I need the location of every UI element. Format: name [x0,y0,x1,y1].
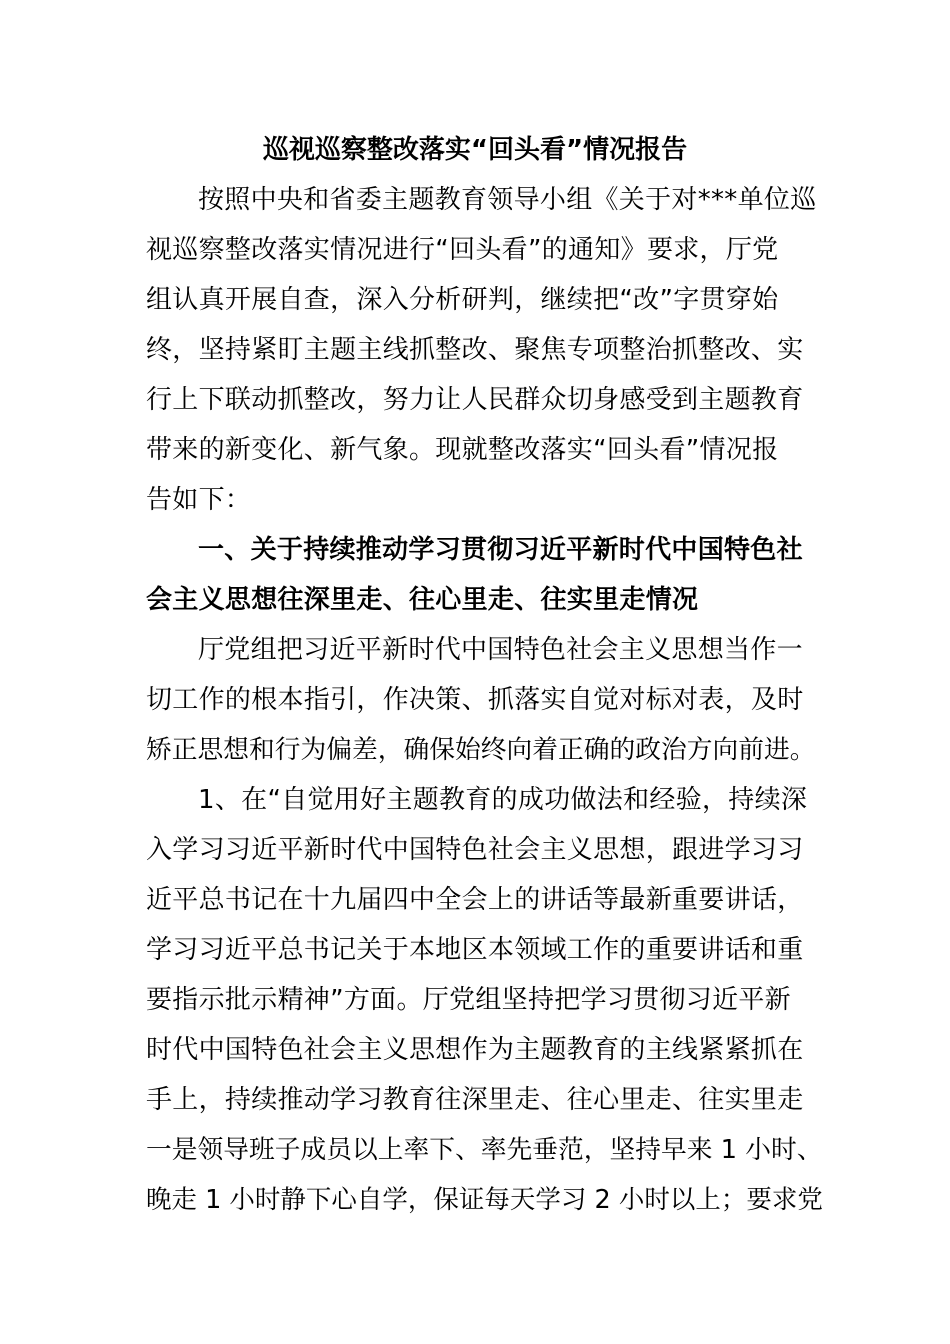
section-heading-line: 会主义思想往深里走、往心里走、往实里走情况 [146,585,699,615]
paragraph-line: 一是领导班子成员以上率下、率先垂范，坚持早来 1 小时、 [146,1135,823,1165]
paragraph-line: 终，坚持紧盯主题主线抓整改、聚焦专项整治抓整改、实 [146,335,804,365]
section-heading-line: 一、关于持续推动学习贯彻习近平新时代中国特色社 [198,535,803,565]
paragraph-line: 切工作的根本指引，作决策、抓落实自觉对标对表，及时 [146,685,804,715]
paragraph-line: 入学习习近平新时代中国特色社会主义思想，跟进学习习 [146,835,804,865]
paragraph-line: 近平总书记在十九届四中全会上的讲话等最新重要讲话， [146,885,804,915]
document-title: 巡视巡察整改落实“回头看”情况报告 [262,135,688,165]
paragraph-line: 时代中国特色社会主义思想作为主题教育的主线紧紧抓在 [146,1035,804,1065]
paragraph-line: 告如下： [146,485,252,515]
paragraph-line: 视巡察整改落实情况进行“回头看”的通知》要求，厅党 [146,235,779,265]
paragraph-line: 学习习近平总书记关于本地区本领域工作的重要讲话和重 [146,935,804,965]
paragraph-line: 按照中央和省委主题教育领导小组《关于对***单位巡 [198,185,817,215]
paragraph-line: 手上，持续推动学习教育往深里走、往心里走、往实里走 [146,1085,804,1115]
paragraph-line: 组认真开展自查，深入分析研判，继续把“改”字贯穿始 [146,285,779,315]
paragraph-line: 行上下联动抓整改，努力让人民群众切身感受到主题教育 [146,385,804,415]
paragraph-line: 晚走 1 小时静下心自学，保证每天学习 2 小时以上；要求党 [146,1185,823,1215]
paragraph-line: 矫正思想和行为偏差，确保始终向着正确的政治方向前进。 [146,735,816,765]
paragraph-line: 带来的新变化、新气象。现就整改落实“回头看”情况报 [146,435,779,465]
paragraph-line: 要指示批示精神”方面。厅党组坚持把学习贯彻习近平新 [146,985,791,1015]
paragraph-line: 厅党组把习近平新时代中国特色社会主义思想当作一 [198,635,803,665]
paragraph-line: 1、在“自觉用好主题教育的成功做法和经验，持续深 [198,785,808,815]
